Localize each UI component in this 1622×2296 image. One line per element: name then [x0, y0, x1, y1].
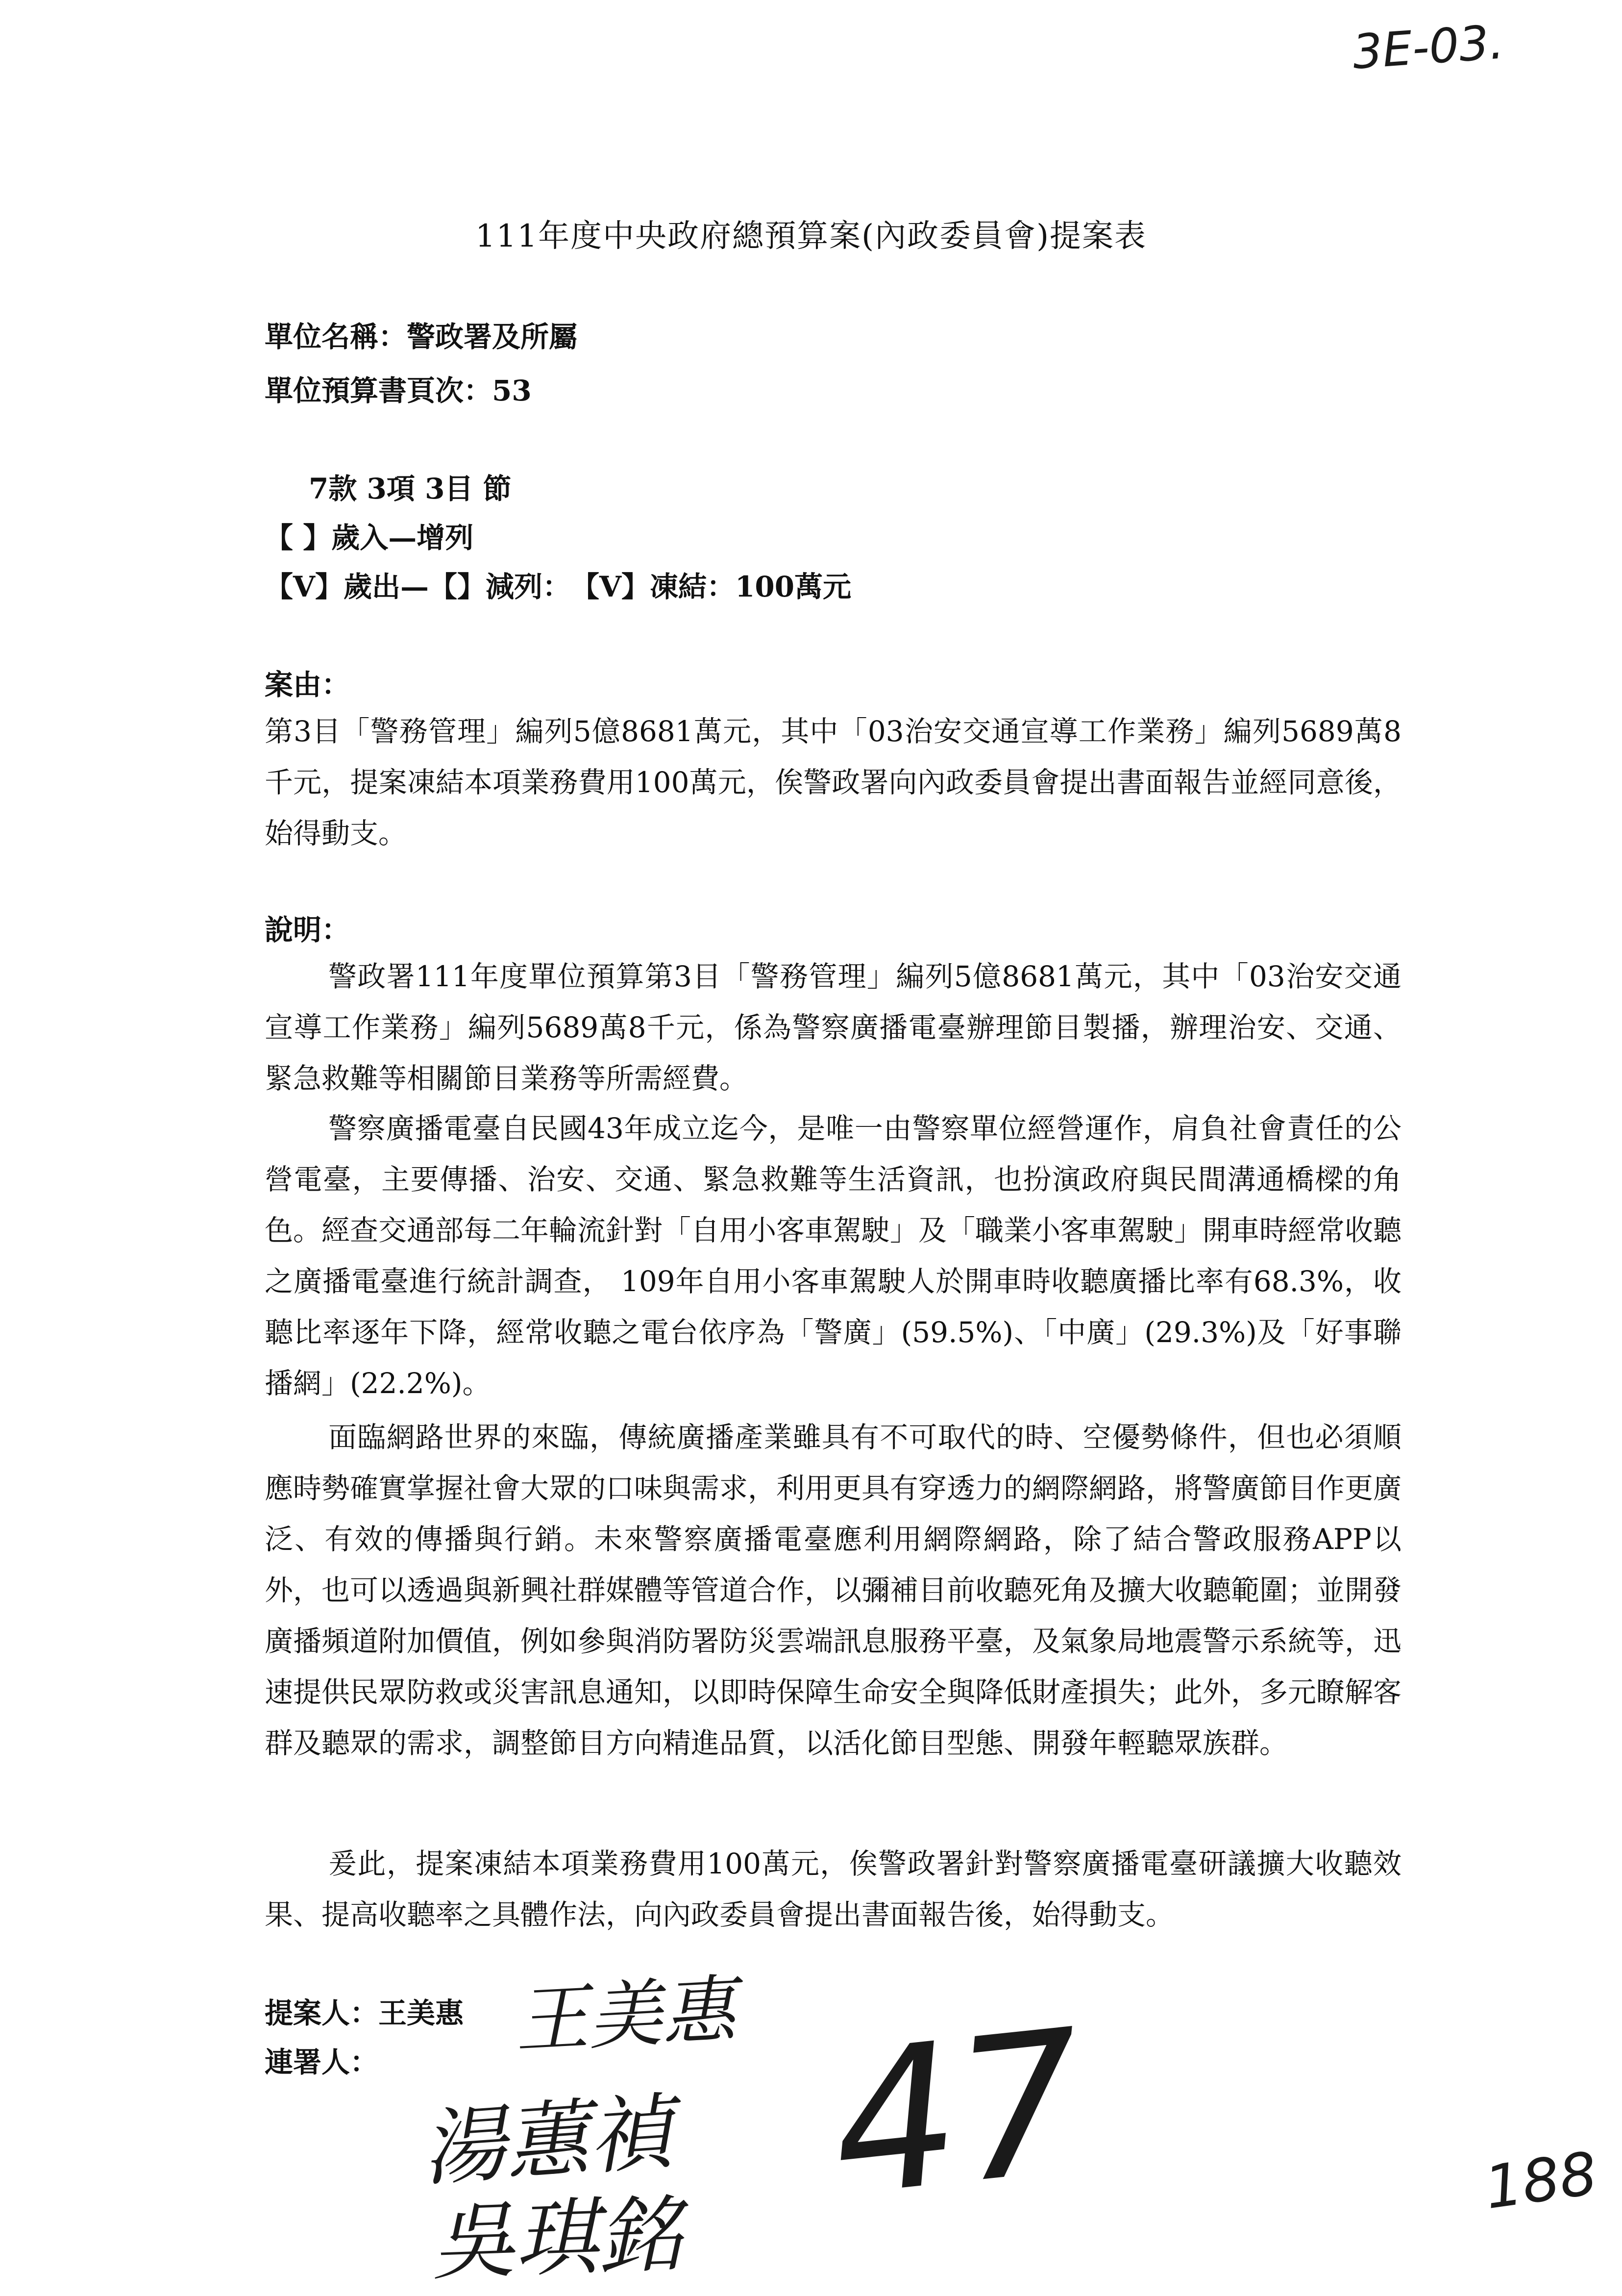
document-title: 111年度中央政府總預算案(內政委員會)提案表	[475, 218, 1147, 254]
top-right-stamp: 3E-03.	[1351, 14, 1506, 80]
expense-line: 【V】歲出—【】減列： 【V】凍結：100萬元	[265, 570, 852, 603]
reason-text: 第3目「警務管理」編列5億8681萬元，其中「03治安交通宣導工作業務」編列5689萬8千元，提案凍結本項業務費用100萬元，俟警政署向內政委員會提出書面報告並經同意後，始得動支。	[265, 715, 1401, 850]
explanation-heading: 說明：	[265, 913, 350, 947]
cosigner-signature-2: 吳琪銘	[430, 2186, 683, 2292]
proposer-signature: 王美惠	[513, 1967, 737, 2064]
explanation-paragraph-1: 警政署111年度單位預算第3目「警務管理」編列5億8681萬元，其中「03治安交通宣導工作業務」編列5689萬8千元，係為警察廣播電臺辦理節目製播，辦理治安、交通、緊急救難等相關節目業務等所需經費。	[265, 960, 1401, 1095]
explanation-paragraph-3: 面臨網路世界的來臨，傳統廣播產業雖具有不可取代的時、空優勢條件，但也必須順應時勢確實掌握社會大眾的口味與需求，利用更具有穿透力的網際網路，將警廣節目作更廣泛、有效的傳播與行銷。未來警察廣播電臺應利用網際網路，除了結合警政服務APP以外，也可以透過與新興社群媒體等管道合作，以彌補目前收聽死角及擴大收聽範圍；並開發廣播頻道附加價值，例如參與消防署防災雲端訊息服務平臺，及氣象局地震警示系統等，迅速提供民眾防救或災害訊息通知，以即時保障生命安全與降低財產損失；此外，多元瞭解客群及聽眾的需求，調整節目方向精進品質，以活化節目型態、開發年輕聽眾族群。	[265, 1421, 1402, 1760]
unit-name: 單位名稱：警政署及所屬	[265, 320, 578, 353]
cosigner-label: 連署人：	[265, 2046, 379, 2079]
handwritten-number: 47	[822, 1987, 1094, 2241]
budget-item: 7款 3項 3目 節	[309, 472, 512, 505]
page-number: 188	[1480, 2139, 1601, 2223]
proposer-label: 提案人：王美惠	[265, 1997, 464, 2030]
reason-heading: 案由：	[265, 668, 350, 701]
income-line: 【 】歲入—增列	[265, 521, 474, 554]
explanation-paragraph-4: 爰此，提案凍結本項業務費用100萬元，俟警政署針對警察廣播電臺研議擴大收聽效果、提高收聽率之具體作法，向內政委員會提出書面報告後，始得動支。	[265, 1847, 1401, 1931]
cosigner-signature-1: 湯蕙禎	[418, 2084, 675, 2198]
explanation-paragraph-2: 警察廣播電臺自民國43年成立迄今，是唯一由警察單位經營運作，肩負社會責任的公營電臺，主要傳播、治安、交通、緊急救難等生活資訊，也扮演政府與民間溝通橋樑的角色。經查交通部每二年輪流針對「自用小客車駕駛」及「職業小客車駕駛」開車時經常收聽之廣播電臺進行統計調查， 109年自用小客車駕駛人於開車時收聽廣播比率有68.3%，收聽比率逐年下降，經常收聽之電台依序為「警廣」(59.5%)、「中廣」(29.3%)及「好事聯播網」(22.2%)。	[265, 1112, 1402, 1400]
unit-budget-page: 單位預算書頁次：53	[265, 374, 532, 407]
